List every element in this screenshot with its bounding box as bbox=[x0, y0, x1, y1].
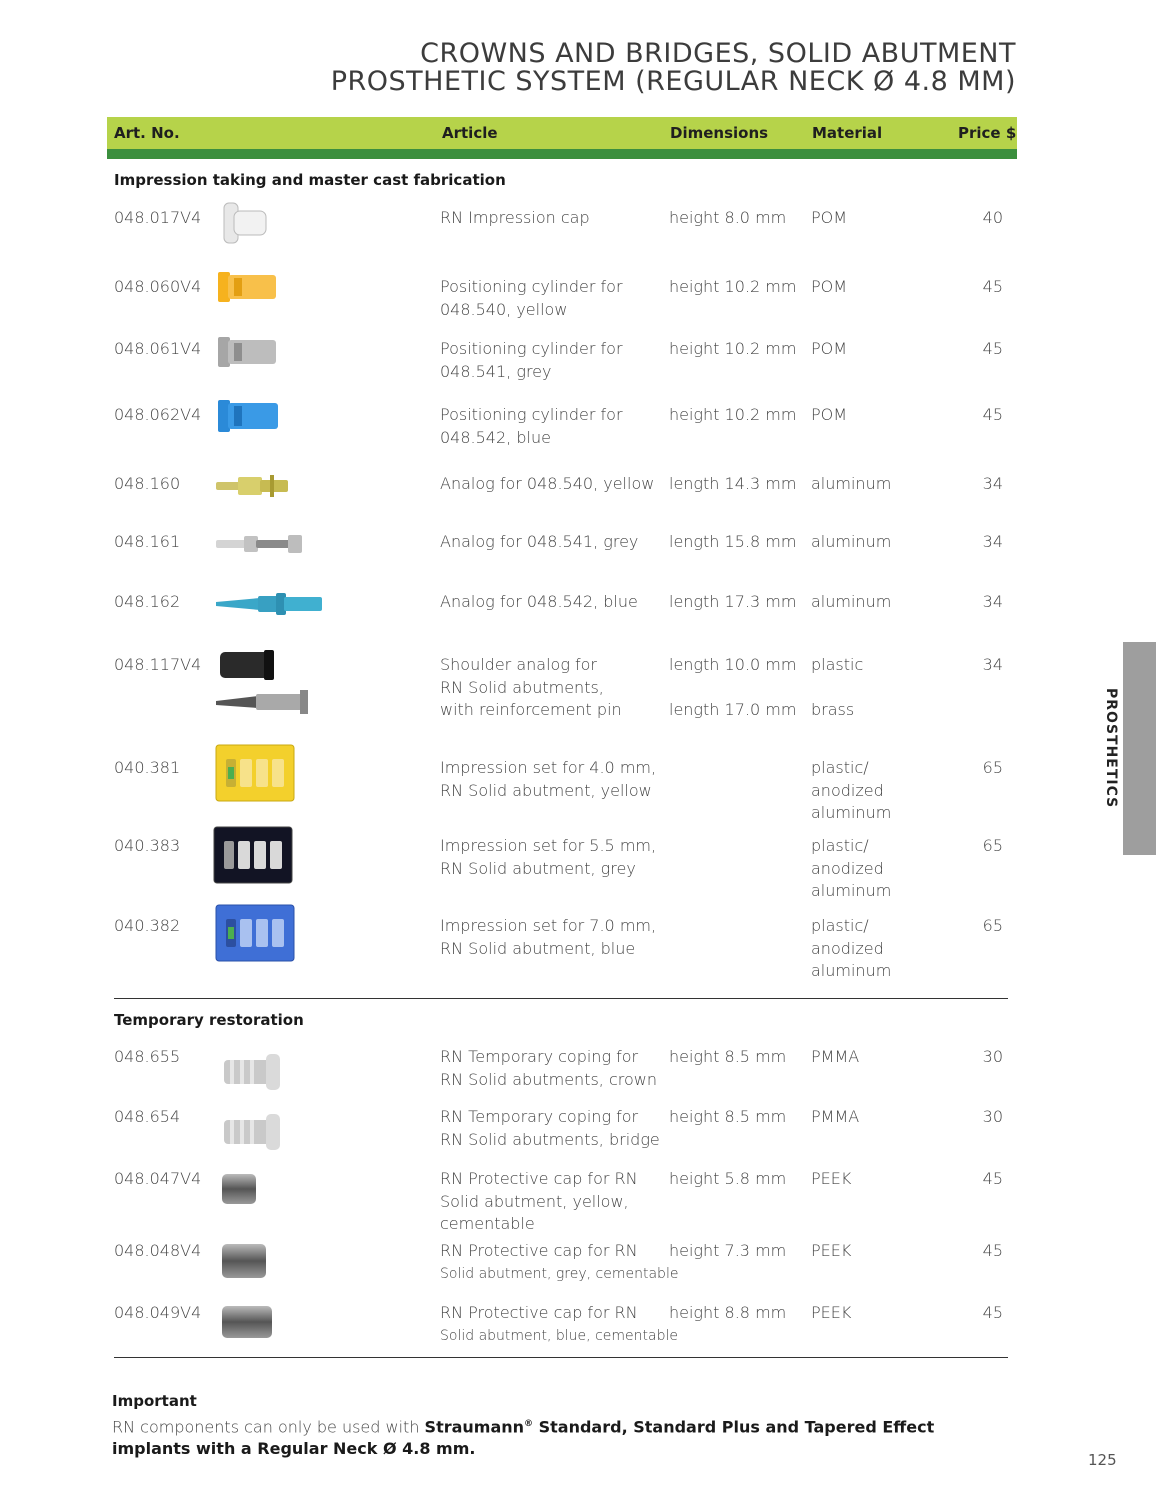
price-text: 45 bbox=[982, 405, 1003, 424]
white-impression-cap-image bbox=[218, 201, 270, 247]
dimensions-text: height 8.0 mm bbox=[669, 208, 787, 227]
art-number: 040.383 bbox=[114, 836, 181, 855]
price-text: 30 bbox=[982, 1047, 1003, 1066]
price-text: 30 bbox=[982, 1107, 1003, 1126]
material-text: plastic/ anodized aluminum bbox=[811, 758, 892, 822]
blue-analog-image bbox=[214, 589, 326, 621]
material-text: plastic/ anodized aluminum bbox=[811, 836, 892, 900]
header-article: Article bbox=[442, 124, 498, 142]
material-text: POM bbox=[811, 339, 848, 358]
article-text: Impression set for 7.0 mm, RN Solid abutment, blue bbox=[440, 916, 657, 958]
material-text: aluminum bbox=[811, 532, 892, 551]
price-text: 45 bbox=[982, 1169, 1003, 1188]
article-text: Impression set for 5.5 mm, RN Solid abutment, grey bbox=[440, 836, 657, 878]
price-text: 65 bbox=[982, 758, 1003, 777]
art-number: 048.061V4 bbox=[114, 339, 202, 358]
section-heading-temporary: Temporary restoration bbox=[114, 1011, 304, 1029]
header-art-no: Art. No. bbox=[114, 124, 180, 142]
art-number: 048.049V4 bbox=[114, 1303, 202, 1322]
art-number: 048.654 bbox=[114, 1107, 181, 1126]
table-end-divider bbox=[114, 1357, 1008, 1358]
article-text: RN Temporary coping for RN Solid abutments, bridge bbox=[440, 1107, 660, 1149]
article-text: Positioning cylinder for 048.541, grey bbox=[440, 339, 623, 381]
table-row bbox=[0, 757, 1156, 822]
temporary-coping-bridge-image bbox=[222, 1112, 282, 1152]
art-number: 048.047V4 bbox=[114, 1169, 202, 1188]
article-text: RN Temporary coping for RN Solid abutments, crown bbox=[440, 1047, 658, 1089]
table-row bbox=[0, 404, 1156, 447]
material-text: PEEK bbox=[811, 1303, 852, 1322]
blue-impression-set-image bbox=[214, 903, 296, 963]
material-text: PMMA bbox=[811, 1107, 860, 1126]
material-text: PMMA bbox=[811, 1047, 860, 1066]
article-text: RN Protective cap for RN Solid abutment, blue, cementable bbox=[440, 1303, 678, 1344]
dimensions-text: height 8.8 mm bbox=[669, 1303, 787, 1322]
price-text: 34 bbox=[982, 532, 1003, 551]
table-row bbox=[0, 1046, 1156, 1089]
material-text: POM bbox=[811, 405, 848, 424]
grey-impression-set-image bbox=[212, 825, 294, 885]
table-row bbox=[0, 915, 1156, 980]
temporary-coping-crown-image bbox=[222, 1052, 282, 1092]
art-number: 048.048V4 bbox=[114, 1241, 202, 1260]
table-row bbox=[0, 1106, 1156, 1149]
page-title-line-1: CROWNS AND BRIDGES, SOLID ABUTMENT bbox=[420, 38, 1016, 69]
art-number: 040.381 bbox=[114, 758, 181, 777]
dimensions-text: length 14.3 mm bbox=[669, 474, 797, 493]
price-text: 34 bbox=[982, 655, 1003, 674]
dimensions-text: length 10.0 mm length 17.0 mm bbox=[669, 655, 797, 719]
dimensions-text: length 15.8 mm bbox=[669, 532, 797, 551]
protective-cap-grey-image bbox=[220, 1242, 268, 1280]
side-tab-label: PROSTHETICS bbox=[1103, 688, 1119, 809]
article-text: Positioning cylinder for 048.540, yellow bbox=[440, 277, 623, 319]
price-text: 40 bbox=[982, 208, 1003, 227]
shoulder-analog-image bbox=[214, 648, 314, 718]
important-note: RN components can only be used with Straumann® Standard, Standard Plus and Tapered Effect implants with a Regular Neck Ø 4.8 mm. bbox=[112, 1417, 935, 1459]
page-title-line-2: PROSTHETIC SYSTEM (REGULAR NECK Ø 4.8 MM) bbox=[330, 66, 1016, 97]
table-row bbox=[0, 654, 1156, 719]
price-text: 45 bbox=[982, 1241, 1003, 1260]
table-header bbox=[107, 117, 1017, 149]
page-title bbox=[331, 40, 1016, 96]
art-number: 048.160 bbox=[114, 474, 181, 493]
grey-analog-image bbox=[214, 531, 306, 557]
material-text: plastic brass bbox=[811, 655, 864, 719]
table-row bbox=[0, 207, 1156, 227]
art-number: 048.060V4 bbox=[114, 277, 202, 296]
article-text: Impression set for 4.0 mm, RN Solid abutment, yellow bbox=[440, 758, 657, 800]
art-number: 040.382 bbox=[114, 916, 181, 935]
dimensions-text: height 10.2 mm bbox=[669, 339, 797, 358]
material-text: POM bbox=[811, 277, 848, 296]
section-heading-impression: Impression taking and master cast fabrication bbox=[114, 171, 506, 189]
dimensions-text: height 8.5 mm bbox=[669, 1047, 787, 1066]
table-row bbox=[0, 1302, 1156, 1344]
article-text: RN Protective cap for RN Solid abutment, yellow, cementable bbox=[440, 1169, 638, 1233]
art-number: 048.117V4 bbox=[114, 655, 202, 674]
protective-cap-blue-image bbox=[220, 1304, 274, 1340]
material-text: aluminum bbox=[811, 592, 892, 611]
header-material: Material bbox=[812, 124, 883, 142]
table-row bbox=[0, 591, 1156, 611]
table-row bbox=[0, 531, 1156, 551]
table-row bbox=[0, 473, 1156, 493]
article-text: Positioning cylinder for 048.542, blue bbox=[440, 405, 623, 447]
dimensions-text: height 5.8 mm bbox=[669, 1169, 787, 1188]
table-row bbox=[0, 338, 1156, 381]
material-text: plastic/ anodized aluminum bbox=[811, 916, 892, 980]
art-number: 048.017V4 bbox=[114, 208, 202, 227]
important-heading: Important bbox=[112, 1392, 197, 1410]
art-number: 048.655 bbox=[114, 1047, 181, 1066]
blue-positioning-cylinder-image bbox=[216, 398, 282, 434]
art-number: 048.062V4 bbox=[114, 405, 202, 424]
section-divider bbox=[114, 998, 1008, 999]
article-text: RN Impression cap bbox=[440, 208, 590, 227]
price-text: 34 bbox=[982, 474, 1003, 493]
article-text: Analog for 048.542, blue bbox=[440, 592, 638, 611]
price-text: 65 bbox=[982, 916, 1003, 935]
price-text: 45 bbox=[982, 1303, 1003, 1322]
price-text: 34 bbox=[982, 592, 1003, 611]
table-row bbox=[0, 1168, 1156, 1233]
yellow-impression-set-image bbox=[214, 743, 296, 803]
table-row bbox=[0, 276, 1156, 319]
table-row bbox=[0, 1240, 1156, 1282]
article-text: RN Protective cap for RN Solid abutment, grey, cementable bbox=[440, 1241, 679, 1282]
header-price: Price $ bbox=[958, 124, 1017, 142]
yellow-positioning-cylinder-image bbox=[216, 270, 280, 304]
dimensions-text: height 8.5 mm bbox=[669, 1107, 787, 1126]
table-header-band bbox=[107, 149, 1017, 159]
price-text: 45 bbox=[982, 339, 1003, 358]
dimensions-text: length 17.3 mm bbox=[669, 592, 797, 611]
dimensions-text: height 7.3 mm bbox=[669, 1241, 787, 1260]
material-text: POM bbox=[811, 208, 848, 227]
price-text: 45 bbox=[982, 277, 1003, 296]
table-row bbox=[0, 835, 1156, 900]
art-number: 048.162 bbox=[114, 592, 181, 611]
page-number: 125 bbox=[1088, 1451, 1117, 1469]
material-text: aluminum bbox=[811, 474, 892, 493]
art-number: 048.161 bbox=[114, 532, 181, 551]
dimensions-text: height 10.2 mm bbox=[669, 405, 797, 424]
article-text: Analog for 048.541, grey bbox=[440, 532, 639, 551]
material-text: PEEK bbox=[811, 1169, 852, 1188]
grey-positioning-cylinder-image bbox=[216, 335, 280, 369]
header-dimensions: Dimensions bbox=[670, 124, 769, 142]
article-text: Analog for 048.540, yellow bbox=[440, 474, 655, 493]
price-text: 65 bbox=[982, 836, 1003, 855]
protective-cap-yellow-image bbox=[220, 1172, 258, 1206]
article-text: Shoulder analog for RN Solid abutments, with reinforcement pin bbox=[440, 655, 622, 719]
yellow-analog-image bbox=[214, 473, 292, 499]
dimensions-text: height 10.2 mm bbox=[669, 277, 797, 296]
side-tab bbox=[1123, 642, 1156, 855]
material-text: PEEK bbox=[811, 1241, 852, 1260]
